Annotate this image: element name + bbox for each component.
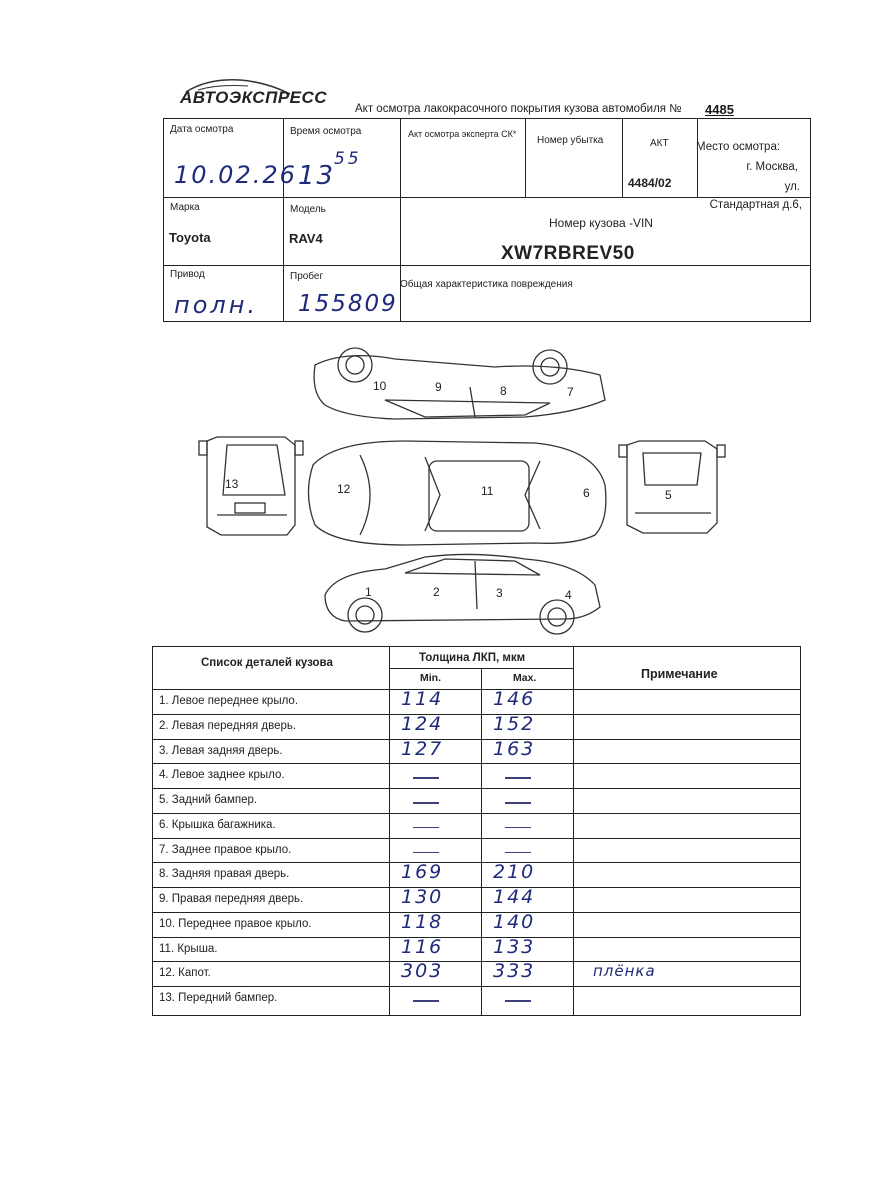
car-body-diagram — [195, 345, 735, 645]
table-row-part: 10. Переднее правое крыло. — [159, 917, 312, 930]
table-row-part: 12. Капот. — [159, 967, 211, 980]
table-row-max-value: 163 — [493, 737, 536, 760]
parts-column-header: Список деталей кузова — [201, 657, 333, 669]
table-row-part: 9. Правая передняя дверь. — [159, 893, 304, 905]
max-column-header: Max. — [513, 672, 537, 684]
place-street: ул. — [784, 181, 800, 193]
table-row-max-value: 333 — [493, 960, 536, 983]
paint-thickness-table — [152, 646, 801, 1016]
diagram-number-7: 7 — [567, 385, 574, 399]
document-title: Акт осмотра лакокрасочного покрытия кузова автомобиля № — [355, 103, 682, 115]
act-label: АКТ — [650, 138, 669, 149]
thickness-column-header: Толщина ЛКП, мкм — [419, 652, 526, 664]
table-row-part: 8. Задняя правая дверь. — [159, 868, 290, 881]
table-row-max-value: 210 — [493, 861, 536, 884]
car-top-view — [308, 441, 605, 545]
place-label: Место осмотра: — [696, 141, 781, 153]
model-value: RAV4 — [289, 231, 323, 246]
make-label: Марка — [170, 202, 200, 213]
car-front-view — [199, 437, 303, 535]
table-row-max-dash — [505, 1000, 531, 1002]
place-city: г. Москва, — [746, 161, 798, 173]
logo-text: АВТОЭКСПРЕСС — [180, 88, 328, 107]
note-column-header: Примечание — [641, 667, 718, 681]
table-row-part: 5. Задний бампер. — [159, 794, 258, 806]
table-row-min-dash — [413, 777, 439, 779]
table-row-max-value: 146 — [493, 688, 536, 710]
make-value: Toyota — [169, 230, 211, 245]
table-row-max-dash — [505, 802, 531, 804]
table-row-part: 6. Крышка багажника. — [159, 818, 276, 831]
table-row-max-value: 140 — [493, 910, 536, 933]
table-row-min-value: 124 — [401, 712, 444, 735]
table-row-max-dash — [505, 852, 531, 854]
table-row-min-value: 114 — [401, 688, 444, 710]
mileage-value: 155809 — [298, 291, 398, 317]
diagram-number-1: 1 — [365, 585, 372, 599]
place-address: Стандартная д.6, — [709, 199, 802, 211]
vin-label: Номер кузова -VIN — [549, 216, 653, 230]
table-row-part: 11. Крыша. — [159, 942, 218, 955]
table-row-part: 3. Левая задняя дверь. — [159, 744, 283, 757]
time-minutes: 55 — [334, 149, 362, 169]
table-row-note: плёнка — [593, 962, 656, 981]
table-row-min-dash — [413, 852, 439, 854]
act-value: 4484/02 — [628, 176, 672, 190]
table-row-max-value: 144 — [493, 886, 536, 908]
diagram-number-10: 10 — [373, 379, 387, 393]
diagram-number-5: 5 — [665, 488, 672, 502]
table-row-min-value: 127 — [401, 737, 444, 760]
table-row-part: 4. Левое заднее крыло. — [159, 769, 285, 782]
car-right-side-view — [314, 348, 605, 419]
table-row-min-value: 116 — [401, 935, 444, 958]
table-row-part: 13. Передний бампер. — [159, 992, 278, 1004]
diagram-number-4: 4 — [565, 588, 572, 602]
time-hours: 13 — [298, 161, 336, 191]
date-value: 10.02.26 — [174, 161, 297, 189]
date-label: Дата осмотра — [170, 124, 234, 135]
min-column-header: Min. — [420, 672, 441, 684]
diagram-number-2: 2 — [433, 585, 440, 599]
table-row-max-dash — [505, 777, 531, 779]
drive-value: полн. — [174, 291, 259, 319]
diagram-number-12: 12 — [337, 482, 351, 496]
table-row-min-dash — [413, 827, 439, 829]
diagram-number-6: 6 — [583, 486, 590, 500]
table-row-min-value: 130 — [401, 886, 444, 908]
table-row-max-dash — [505, 827, 531, 829]
model-label: Модель — [290, 204, 326, 215]
table-row-min-dash — [413, 802, 439, 804]
table-row-min-value: 118 — [401, 910, 444, 933]
table-row-part: 7. Заднее правое крыло. — [159, 843, 292, 856]
time-label: Время осмотра — [290, 126, 362, 137]
car-rear-view — [619, 441, 725, 533]
damage-label: Общая характеристика повреждения — [400, 279, 573, 290]
table-row-max-value: 152 — [493, 712, 536, 735]
table-row-min-dash — [413, 1000, 439, 1002]
table-row-part: 2. Левая передняя дверь. — [159, 719, 297, 732]
document-number: 4485 — [705, 102, 734, 117]
diagram-number-9: 9 — [435, 380, 442, 394]
expert-act-label: Акт осмотра эксперта СК* — [408, 129, 517, 139]
diagram-number-8: 8 — [500, 384, 507, 398]
vin-value: XW7RBREV50 — [501, 243, 635, 264]
mileage-label: Пробег — [290, 271, 324, 282]
drive-label: Привод — [170, 269, 205, 280]
inspection-header-grid — [163, 118, 811, 322]
table-row-max-value: 133 — [493, 935, 536, 958]
table-row-min-value: 169 — [401, 861, 444, 884]
diagram-number-3: 3 — [496, 586, 503, 600]
diagram-number-11: 11 — [481, 484, 494, 498]
table-row-min-value: 303 — [401, 960, 444, 983]
table-row-part: 1. Левое переднее крыло. — [159, 695, 299, 707]
diagram-number-13: 13 — [225, 477, 239, 491]
claim-number-label: Номер убытка — [537, 135, 604, 146]
